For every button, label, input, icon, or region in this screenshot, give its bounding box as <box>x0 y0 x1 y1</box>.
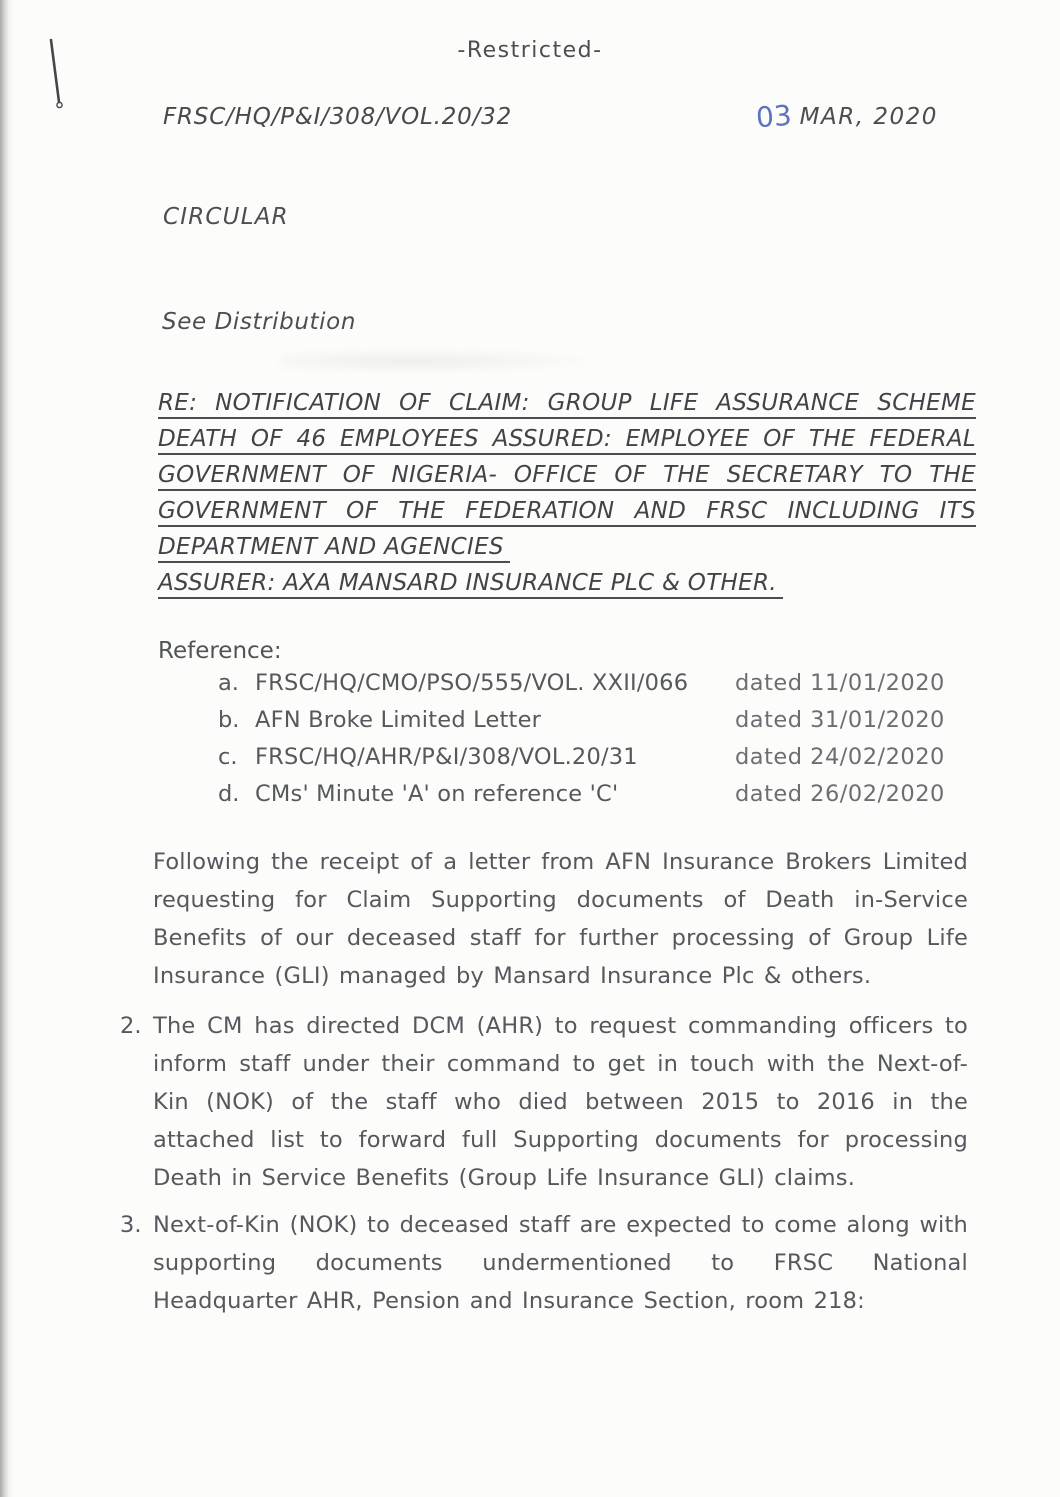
paragraph-number <box>120 843 153 995</box>
reference-number: FRSC/HQ/P&I/308/VOL.20/32 <box>163 104 512 130</box>
body-paragraph <box>120 1007 968 1197</box>
title-line: RE: NOTIFICATION OF CLAIM: GROUP LIFE ASSURANCE SCHEME <box>158 390 976 419</box>
reference-text: CMs' Minute 'A' on reference 'C' <box>255 781 619 807</box>
paragraph-text: Next-of-Kin (NOK) to deceased staff are expected to come along with supporting documents undermentioned to FRSC National Headquarter AHR, Pension and Insurance Section, room 218: <box>153 1212 968 1314</box>
scan-smudge <box>280 348 610 374</box>
reference-heading: Reference: <box>158 638 282 664</box>
reference-letter: a. <box>218 670 239 696</box>
title-line: GOVERNMENT OF THE FEDERATION AND FRSC INCLUDING ITS <box>158 498 976 527</box>
paragraph-text: The CM has directed DCM (AHR) to request commanding officers to inform staff under their command to get in touch with the Next-of-Kin (NOK) of the staff who died between 2015 to 2016 in the attached list to forward full Supporting documents for processing Death in Service Benefits (Group Life Insurance GLI) claims. <box>153 1013 968 1191</box>
body-paragraph <box>120 843 968 995</box>
title-line: DEATH OF 46 EMPLOYEES ASSURED: EMPLOYEE OF THE FEDERAL <box>158 426 976 455</box>
subject-title <box>158 390 976 606</box>
reference-text: FRSC/HQ/AHR/P&I/308/VOL.20/31 <box>255 744 638 770</box>
paragraph-text: Following the receipt of a letter from AFN Insurance Brokers Limited requesting for Claim Supporting documents of Death in-Service Benefits of our deceased staff for further processing of Group Life Insurance (GLI) managed by Mansard Insurance Plc & others. <box>153 849 968 989</box>
scan-edge-shadow <box>0 0 14 1497</box>
reference-text: AFN Broke Limited Letter <box>255 707 542 733</box>
classification-label: -Restricted- <box>457 38 603 63</box>
reference-date: dated 24/02/2020 <box>735 744 945 770</box>
reference-date: dated 11/01/2020 <box>735 670 945 696</box>
date-day-handwritten: 03 <box>754 98 793 135</box>
reference-list <box>218 670 945 818</box>
distribution-label: See Distribution <box>162 309 356 335</box>
reference-letter: c. <box>218 744 238 770</box>
paragraph-number: 3. <box>120 1212 142 1238</box>
reference-letter: d. <box>218 781 240 807</box>
title-line: GOVERNMENT OF NIGERIA- OFFICE OF THE SECRETARY TO THE <box>158 462 976 491</box>
reference-text: FRSC/HQ/CMO/PSO/555/VOL. XXII/066 <box>255 670 689 696</box>
reference-date: dated 26/02/2020 <box>735 781 945 807</box>
document-date <box>756 100 938 133</box>
circular-label: CIRCULAR <box>163 204 289 230</box>
title-line: DEPARTMENT AND AGENCIES <box>158 534 510 563</box>
reference-letter: b. <box>218 707 240 733</box>
paragraph-number: 2. <box>120 1013 142 1039</box>
date-month-year: MAR, 2020 <box>799 104 938 130</box>
title-line: ASSURER: AXA MANSARD INSURANCE PLC & OTHER. <box>158 570 783 599</box>
body-paragraph <box>120 1206 968 1320</box>
reference-date: dated 31/01/2020 <box>735 707 945 733</box>
